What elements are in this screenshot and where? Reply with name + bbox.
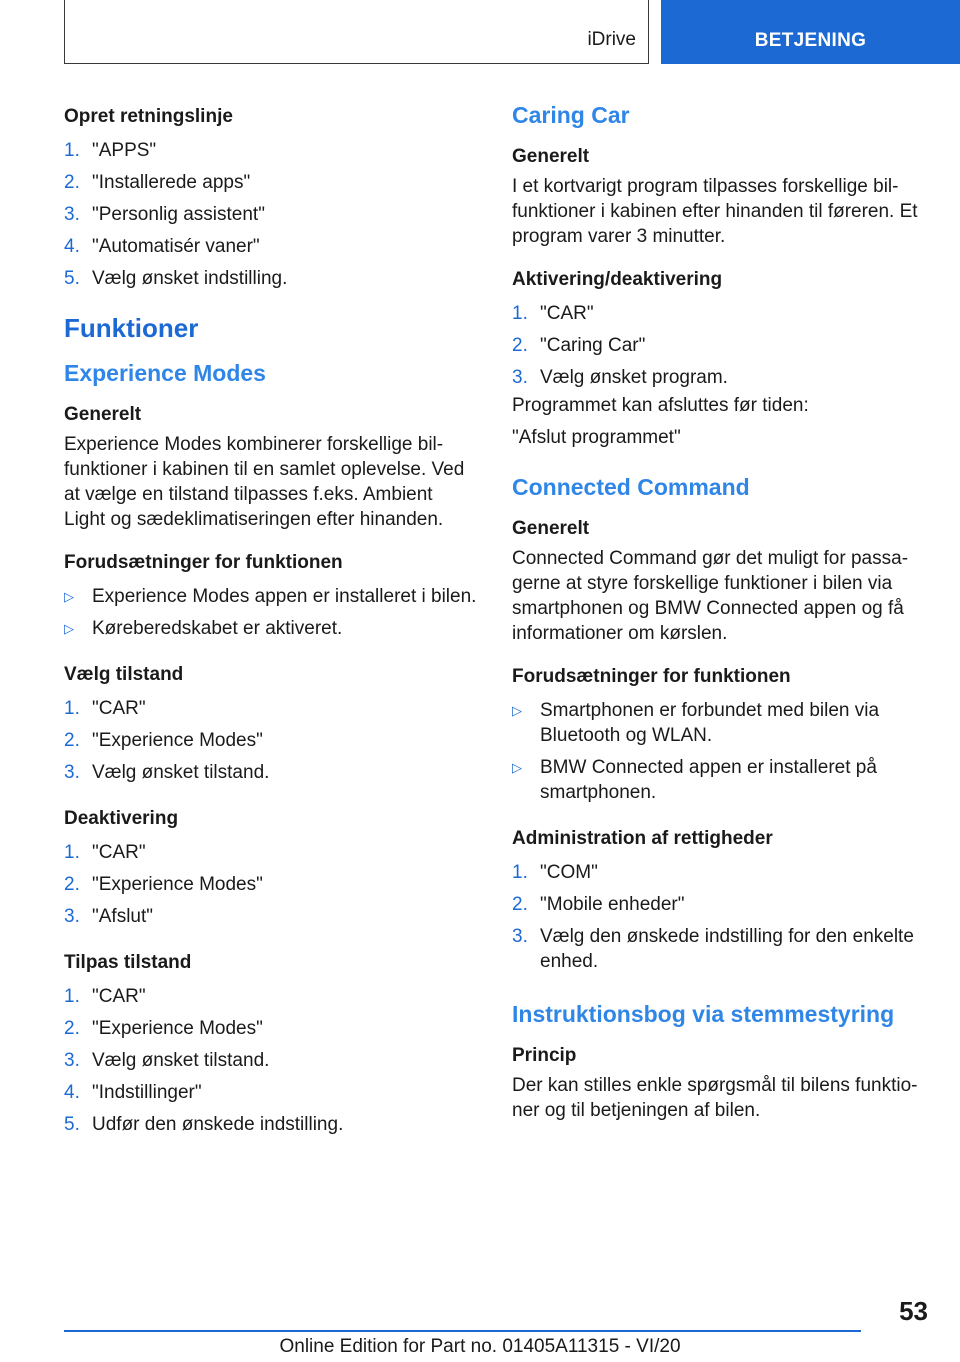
list-item: 3. Vælg ønsket program. — [512, 366, 728, 388]
list-item: 2. "Installerede apps" — [64, 171, 251, 193]
list-item: 1. "CAR" — [64, 841, 146, 863]
connected-prereq-list — [512, 694, 927, 808]
connected-general-text: Connected Command gør det muligt for passagerne at styre forskellige funktioner i bilen via smartphonen og BMW Connected appen og få informationer om kørslen. — [512, 548, 909, 644]
connected-command-title: Connected Command — [512, 474, 750, 500]
list-item: 2. "Experience Modes" — [64, 873, 263, 895]
list-item: 3. Vælg ønsket tilstand. — [64, 1049, 270, 1071]
adjust-mode-steps — [64, 980, 479, 1140]
list-item: 1. "CAR" — [64, 697, 146, 719]
list-item: ▷ BMW Connected appen er installeret på smartphonen. — [512, 756, 877, 803]
experience-general-text: Experience Modes kombinerer forskellige bilfunktioner i kabinen til en samlet oplevelse. Ved at vælge en tilstand tilpasses f.eks. Ambient Light og sædeklimatiseringen efter hinanden. — [64, 434, 465, 530]
list-item: ▷ Køreberedskabet er aktiveret. — [64, 617, 343, 639]
triangle-bullet-icon: ▷ — [64, 620, 74, 636]
triangle-bullet-icon: ▷ — [512, 702, 522, 718]
list-item: 4. "Indstillinger" — [64, 1081, 202, 1103]
caring-car-title: Caring Car — [512, 102, 630, 128]
rights-admin-label: Administration af rettigheder — [512, 828, 773, 849]
list-item: 2. "Caring Car" — [512, 334, 646, 356]
caring-activation-steps — [512, 297, 927, 393]
list-item: 1. "APPS" — [64, 139, 157, 161]
guideline-label: Opret retningslinje — [64, 106, 233, 127]
right-column — [512, 100, 927, 1123]
list-item: 3. "Afslut" — [64, 905, 154, 927]
list-item: 2. "Experience Modes" — [64, 1017, 263, 1039]
list-item: 3. Vælg den ønskede indstilling for den enkelte enhed. — [512, 925, 914, 972]
header-section-label: iDrive — [587, 29, 636, 50]
rights-admin-steps — [512, 856, 927, 977]
deactivate-label: Deaktivering — [64, 808, 179, 829]
caring-general-text: I et kortvarigt program tilpasses forskellige bilfunktioner i kabinen efter hinanden til føreren. Et program varer 3 minutter. — [512, 176, 918, 247]
caring-general-label: Generelt — [512, 146, 590, 167]
experience-prereq-list — [64, 580, 479, 644]
list-item: ▷ Experience Modes appen er installeret i bilen. — [64, 585, 477, 607]
footer-edition-text: Online Edition for Part no. 01405A11315 - VI/20 — [279, 1336, 681, 1357]
connected-prereq-label: Forudsætninger for funktionen — [512, 666, 791, 687]
running-header-chapter — [661, 0, 960, 64]
footer-edition — [0, 1336, 960, 1358]
list-item: 3. "Personlig assistent" — [64, 203, 265, 225]
voice-manual-title: Instruktionsbog via stemmestyring — [512, 1001, 895, 1027]
footer-divider — [64, 1330, 861, 1332]
experience-general-label: Generelt — [64, 404, 142, 425]
caring-activation-label: Aktivering/deaktivering — [512, 269, 723, 290]
guideline-steps — [64, 134, 479, 294]
list-item: 1. "CAR" — [512, 302, 594, 324]
list-item: 3. Vælg ønsket tilstand. — [64, 761, 270, 783]
experience-prereq-label: Forudsætninger for funktionen — [64, 552, 343, 573]
list-item: 2. "Mobile enheder" — [512, 893, 685, 915]
list-item: 2. "Experience Modes" — [64, 729, 263, 751]
triangle-bullet-icon: ▷ — [512, 759, 522, 775]
list-item: 5. Udfør den ønskede indstilling. — [64, 1113, 344, 1135]
triangle-bullet-icon: ▷ — [64, 588, 74, 604]
voice-principle-text: Der kan stilles enkle spørgsmål til bilens funktioner og til betjeningen af bilen. — [512, 1075, 918, 1121]
list-item: ▷ Smartphonen er forbundet med bilen via Bluetooth og WLAN. — [512, 699, 880, 746]
section-title: Funktioner — [64, 313, 199, 343]
voice-principle-label: Princip — [512, 1045, 577, 1066]
running-header-section — [64, 0, 649, 64]
connected-general-label: Generelt — [512, 518, 590, 539]
list-item: 1. "CAR" — [64, 985, 146, 1007]
list-item: 4. "Automatisér vaner" — [64, 235, 260, 257]
page-number: 53 — [899, 1296, 928, 1326]
adjust-mode-label: Tilpas tilstand — [64, 952, 192, 973]
header-chapter-label: BETJENING — [754, 30, 867, 51]
deactivate-steps — [64, 836, 479, 932]
caring-end-text: Programmet kan afsluttes før tiden: — [512, 395, 809, 416]
caring-end-command: "Afslut programmet" — [512, 427, 681, 448]
select-mode-label: Vælg tilstand — [64, 664, 184, 685]
experience-modes-title: Experience Modes — [64, 360, 266, 386]
select-mode-steps — [64, 692, 479, 788]
list-item: 1. "COM" — [512, 861, 598, 883]
left-column — [64, 100, 479, 1140]
list-item: 5. Vælg ønsket indstilling. — [64, 267, 288, 289]
